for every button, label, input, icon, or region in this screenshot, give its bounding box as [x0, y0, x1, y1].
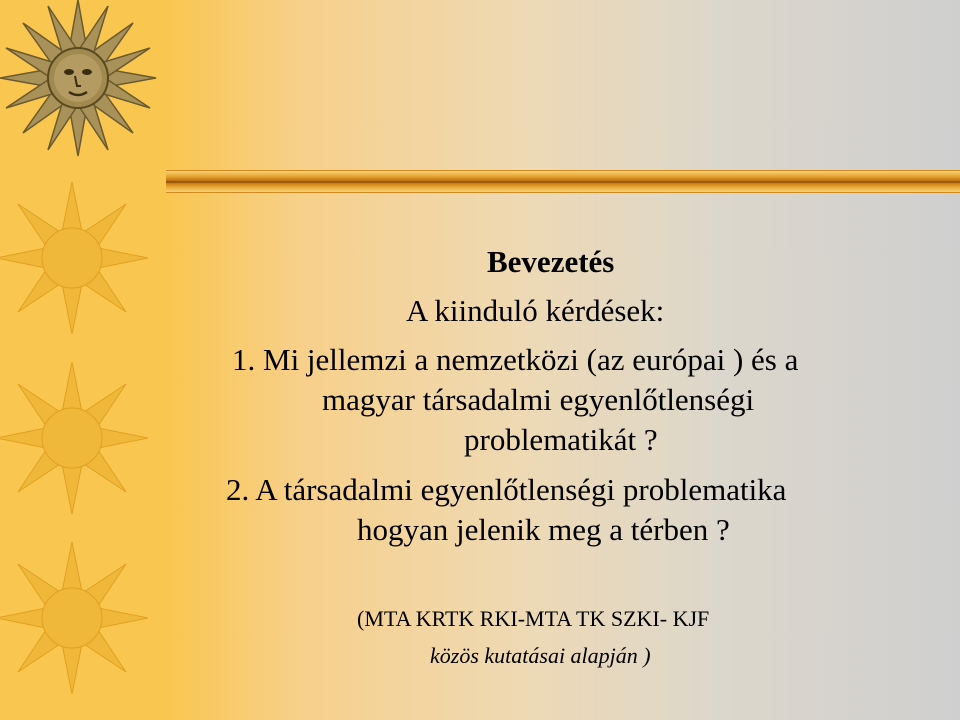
question-2-line-1: 2. A társadalmi egyenlőtlenségi problematika — [226, 472, 787, 507]
footer-source-line-1: (MTA KRTK RKI-MTA TK SZKI- KJF — [357, 606, 710, 631]
sun-icon — [0, 170, 160, 340]
question-1-line-2: magyar társadalmi egyenlőtlenségi — [322, 382, 755, 417]
sun-icon — [0, 350, 160, 520]
sun-icon — [0, 530, 160, 700]
question-1-line-3: problematikát ? — [464, 422, 658, 457]
slide-content — [160, 0, 960, 720]
question-1-line-1: 1. Mi jellemzi a nemzetközi (az európai ) és a — [232, 342, 799, 377]
decorative-sidebar — [0, 0, 160, 720]
question-2-line-2: hogyan jelenik meg a térben ? — [357, 512, 730, 547]
sun-face-icon — [0, 0, 160, 170]
footer-source-line-2: közös kutatásai alapján ) — [430, 643, 651, 668]
slide-subtitle: A kiinduló kérdések: — [406, 293, 665, 328]
slide-title: Bevezetés — [487, 244, 615, 279]
